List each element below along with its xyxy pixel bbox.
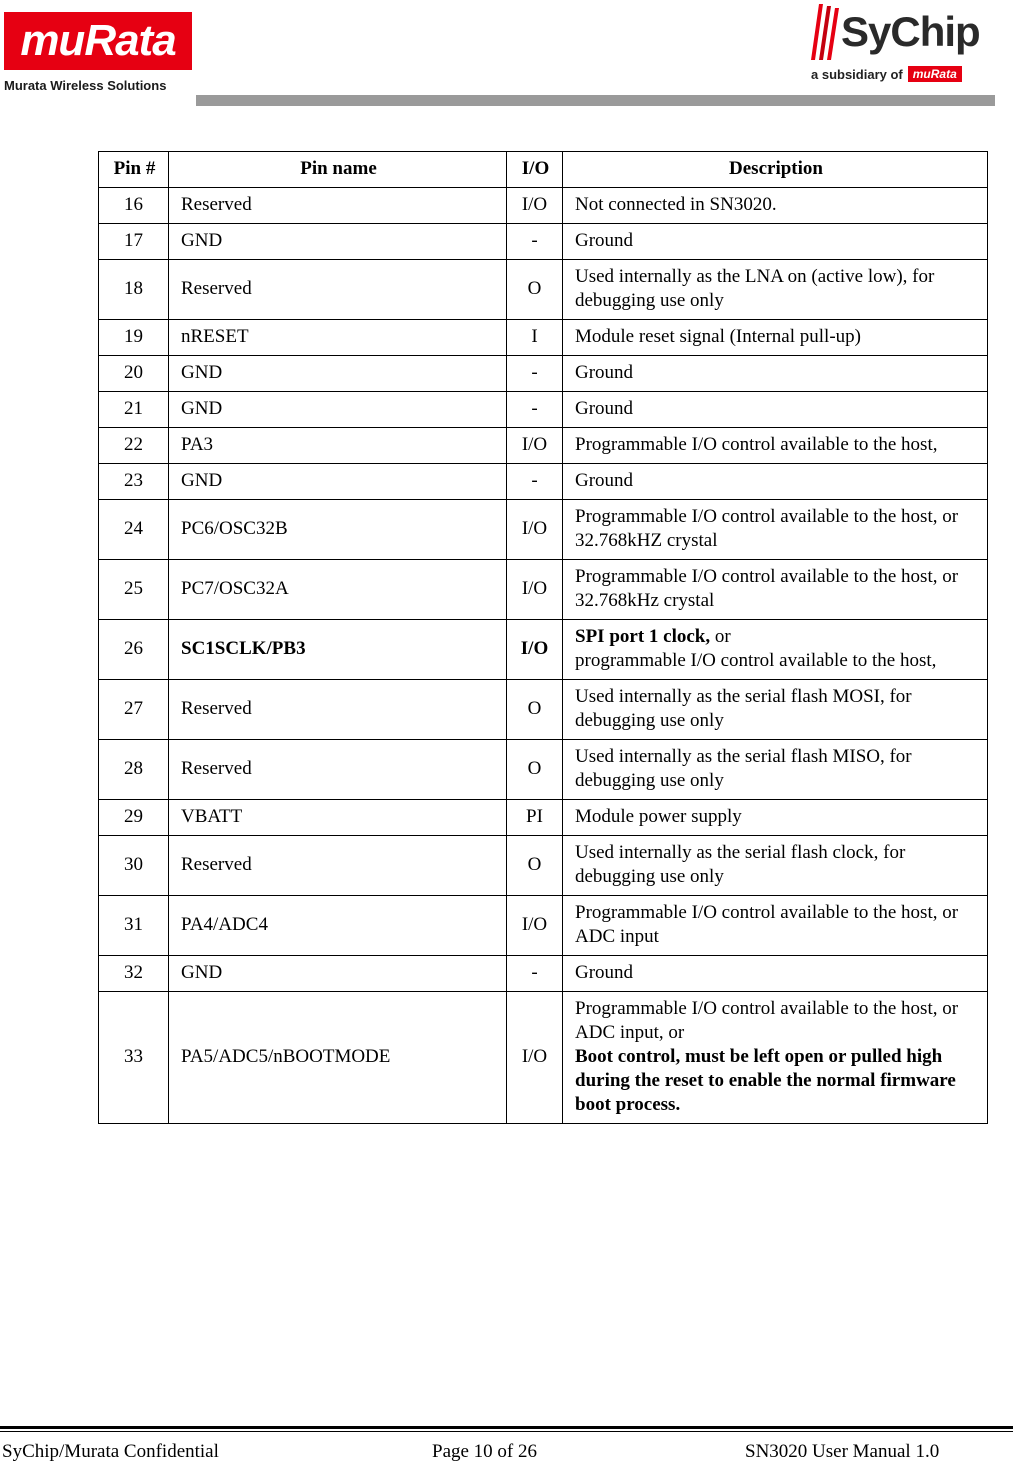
pin-number-cell: 24 [99,500,169,560]
murata-logo-badge: muRata [4,12,192,70]
pin-number-cell: 19 [99,320,169,356]
pin-io-cell: I [507,320,563,356]
description-line: 32.768kHZ crystal [575,530,718,551]
pin-io-cell: I/O [507,188,563,224]
pin-number-cell: 26 [99,620,169,680]
description-line: Programmable I/O control available to the host, or [575,506,959,527]
table-header-row [99,152,988,188]
pin-description-cell [563,356,988,392]
pin-name-cell: Reserved [169,836,507,896]
description-line: Used internally as the serial flash MISO, for debugging use only [575,746,912,791]
pin-number-cell: 16 [99,188,169,224]
description-line: Used internally as the serial flash MOSI, for debugging use only [575,686,912,731]
description-line: Programmable I/O control available to the host, or [575,566,959,587]
pin-io-cell: I/O [507,992,563,1124]
pin-number-cell: 20 [99,356,169,392]
description-line: Ground [575,230,634,251]
table-row [99,560,988,620]
pin-number-cell: 30 [99,836,169,896]
sychip-logo-text: SyChip [841,8,980,55]
pin-io-cell: I/O [507,500,563,560]
pin-description-cell [563,956,988,992]
pin-number-cell: 31 [99,896,169,956]
pin-number-cell: 33 [99,992,169,1124]
description-line: Ground [575,962,634,983]
column-header-io: I/O [507,152,563,188]
pin-description-cell [563,500,988,560]
pin-name-cell: PA4/ADC4 [169,896,507,956]
table-row [99,740,988,800]
table-row [99,500,988,560]
sychip-tagline-text: a subsidiary of [811,66,903,82]
pin-name-cell: VBATT [169,800,507,836]
pin-description-cell [563,836,988,896]
pin-number-cell: 25 [99,560,169,620]
pin-io-cell: PI [507,800,563,836]
description-bold-note: Boot control, must be left open or pulled high during the reset to enable the normal firmware boot process. [575,1046,956,1115]
sychip-tagline-murata-logo: muRata [908,66,962,82]
pin-table-body [99,188,988,1124]
pin-number-cell: 29 [99,800,169,836]
description-line: Module reset signal (Internal pull-up) [575,326,861,347]
table-row [99,956,988,992]
description-line: Used internally as the serial flash clock, for debugging use only [575,842,906,887]
pin-number-cell: 28 [99,740,169,800]
pin-name-cell: GND [169,956,507,992]
pin-number-cell: 22 [99,428,169,464]
pin-name-cell: GND [169,224,507,260]
table-row [99,680,988,740]
table-row [99,428,988,464]
pin-name-cell: GND [169,392,507,428]
table-row [99,320,988,356]
description-line: Ground [575,362,634,383]
pin-io-cell: - [507,464,563,500]
description-line: Not connected in SN3020. [575,194,777,215]
pin-description-cell [563,680,988,740]
footer-rule-thin [0,1431,1013,1432]
column-header-pin-name: Pin name [169,152,507,188]
column-header-pin: Pin # [99,152,169,188]
pin-name-cell: Reserved [169,740,507,800]
pin-io-cell: O [507,836,563,896]
pin-io-cell: O [507,680,563,740]
description-line: Used internally as the LNA on (active low), for debugging use only [575,266,935,311]
pin-description-cell [563,188,988,224]
pin-name-cell: Reserved [169,188,507,224]
pin-name-cell: PC7/OSC32A [169,560,507,620]
pin-io-cell: I/O [507,620,563,680]
description-bold-text: SPI port 1 clock, [575,626,711,647]
pin-number-cell: 27 [99,680,169,740]
pin-io-cell: - [507,356,563,392]
pin-io-cell: O [507,740,563,800]
pin-number-cell: 17 [99,224,169,260]
pin-io-cell: - [507,392,563,428]
footer-document-title: SN3020 User Manual 1.0 [745,1441,940,1462]
pin-description-cell [563,740,988,800]
table-row [99,464,988,500]
description-line: programmable I/O control available to the host, [575,650,937,671]
description-line: Programmable I/O control available to the host, or [575,998,959,1019]
pin-number-cell: 21 [99,392,169,428]
description-line: Ground [575,470,634,491]
table-row [99,224,988,260]
pin-description-cell [563,320,988,356]
pin-name-cell: PA5/ADC5/nBOOTMODE [169,992,507,1124]
pin-io-cell: I/O [507,896,563,956]
pin-description-cell [563,620,988,680]
pin-io-cell: - [507,224,563,260]
table-row [99,800,988,836]
pin-number-cell: 23 [99,464,169,500]
pin-description-cell [563,896,988,956]
description-text: or [710,626,731,647]
pin-name-cell: Reserved [169,260,507,320]
pin-description-cell [563,392,988,428]
description-line: ADC input, or [575,1022,685,1043]
pin-number-cell: 18 [99,260,169,320]
pin-description-cell [563,464,988,500]
pin-description-cell [563,560,988,620]
table-row [99,992,988,1124]
table-row [99,392,988,428]
pin-table [98,151,988,1124]
pin-description-cell [563,428,988,464]
murata-logo [0,12,195,94]
pin-name-cell: PC6/OSC32B [169,500,507,560]
pin-name-cell: Reserved [169,680,507,740]
footer-page-number: Page 10 of 26 [432,1441,538,1462]
pin-io-cell: I/O [507,560,563,620]
description-line: 32.768kHz crystal [575,590,715,611]
pin-description-cell [563,800,988,836]
description-line: Programmable I/O control available to the host, [575,434,938,455]
pin-name-cell: GND [169,464,507,500]
table-row [99,836,988,896]
pin-name-cell: SC1SCLK/PB3 [169,620,507,680]
table-row [99,260,988,320]
pin-description-cell [563,992,988,1124]
pin-io-cell: I/O [507,428,563,464]
header-divider-bar [196,95,995,106]
pin-description-cell [563,224,988,260]
sychip-logo [793,0,998,92]
pin-name-cell: nRESET [169,320,507,356]
pin-name-cell: GND [169,356,507,392]
pin-number-cell: 32 [99,956,169,992]
pin-name-cell: PA3 [169,428,507,464]
footer-rule-thick [0,1426,1013,1429]
murata-logo-subtitle: Murata Wireless Solutions [4,78,167,93]
table-row [99,356,988,392]
column-header-description: Description [563,152,988,188]
description-line: Programmable I/O control available to the host, or ADC input [575,902,959,947]
table-row [99,188,988,224]
table-row [99,620,988,680]
table-row [99,896,988,956]
description-line: Ground [575,398,634,419]
sychip-tagline [811,66,962,82]
description-line: Module power supply [575,806,742,827]
sychip-waves-icon [807,2,841,62]
footer-confidential: SyChip/Murata Confidential [2,1441,219,1462]
pin-io-cell: - [507,956,563,992]
pin-description-cell [563,260,988,320]
pin-io-cell: O [507,260,563,320]
